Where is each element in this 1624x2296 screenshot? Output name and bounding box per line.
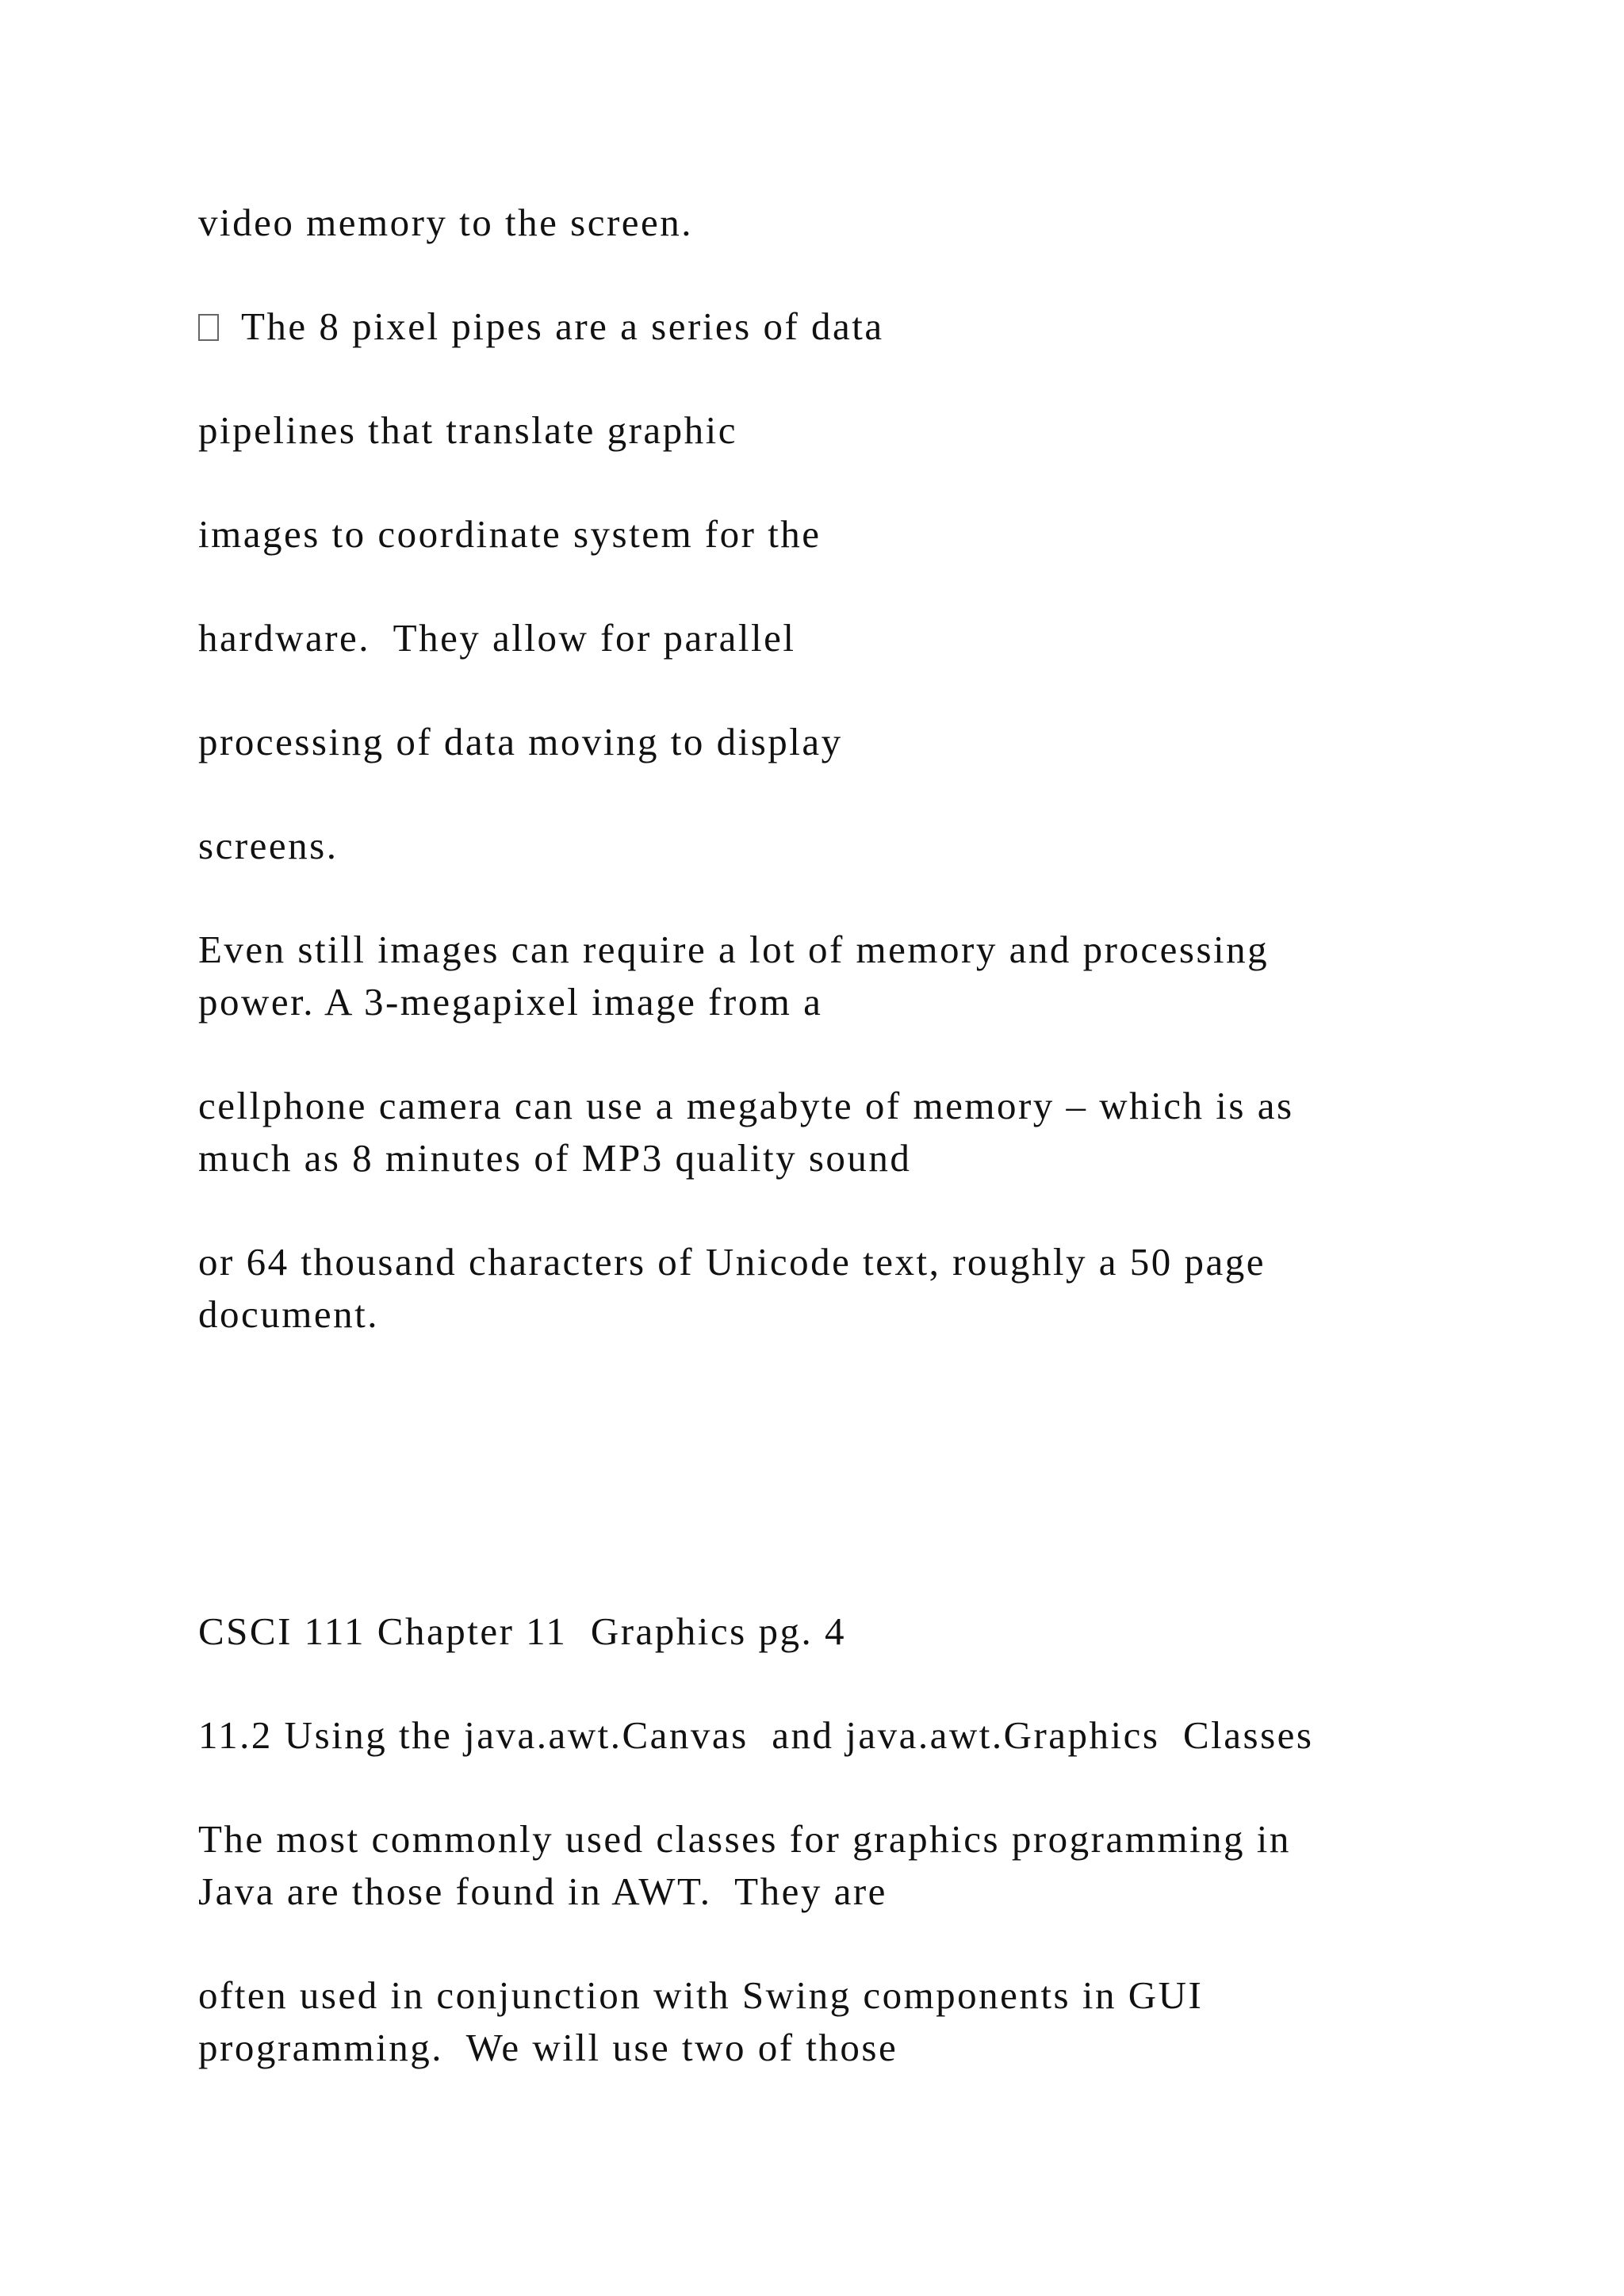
text-line: hardware. They allow for parallel	[198, 616, 796, 660]
text-line: or 64 thousand characters of Unicode text, roughly a 50 page	[198, 1240, 1266, 1284]
text-line: much as 8 minutes of MP3 quality sound	[198, 1136, 912, 1180]
page-header: CSCI 111 Chapter 11 Graphics pg. 4	[198, 1609, 846, 1653]
missing-glyph-icon	[198, 314, 219, 341]
text-line: programming. We will use two of those	[198, 2026, 898, 2069]
text-line: Even still images can require a lot of memory and processing	[198, 928, 1270, 971]
text-line: Java are those found in AWT. They are	[198, 1869, 887, 1913]
text-line: document.	[198, 1292, 379, 1336]
text-line: screens.	[198, 824, 339, 867]
text-line: video memory to the screen.	[198, 201, 694, 244]
text-line: The most commonly used classes for graphics programming in	[198, 1817, 1291, 1861]
text-line: images to coordinate system for the	[198, 512, 822, 556]
text-line: power. A 3-megapixel image from a	[198, 980, 823, 1024]
text-line: The 8 pixel pipes are a series of data	[241, 304, 884, 348]
text-line: often used in conjunction with Swing components in GUI	[198, 1973, 1204, 2017]
text-line: processing of data moving to display	[198, 720, 843, 763]
text-line: pipelines that translate graphic	[198, 408, 738, 452]
section-heading: 11.2 Using the java.awt.Canvas and java.awt.Graphics Classes	[198, 1713, 1314, 1757]
bullet-line	[198, 300, 1467, 353]
text-line: cellphone camera can use a megabyte of memory – which is as	[198, 1084, 1294, 1127]
